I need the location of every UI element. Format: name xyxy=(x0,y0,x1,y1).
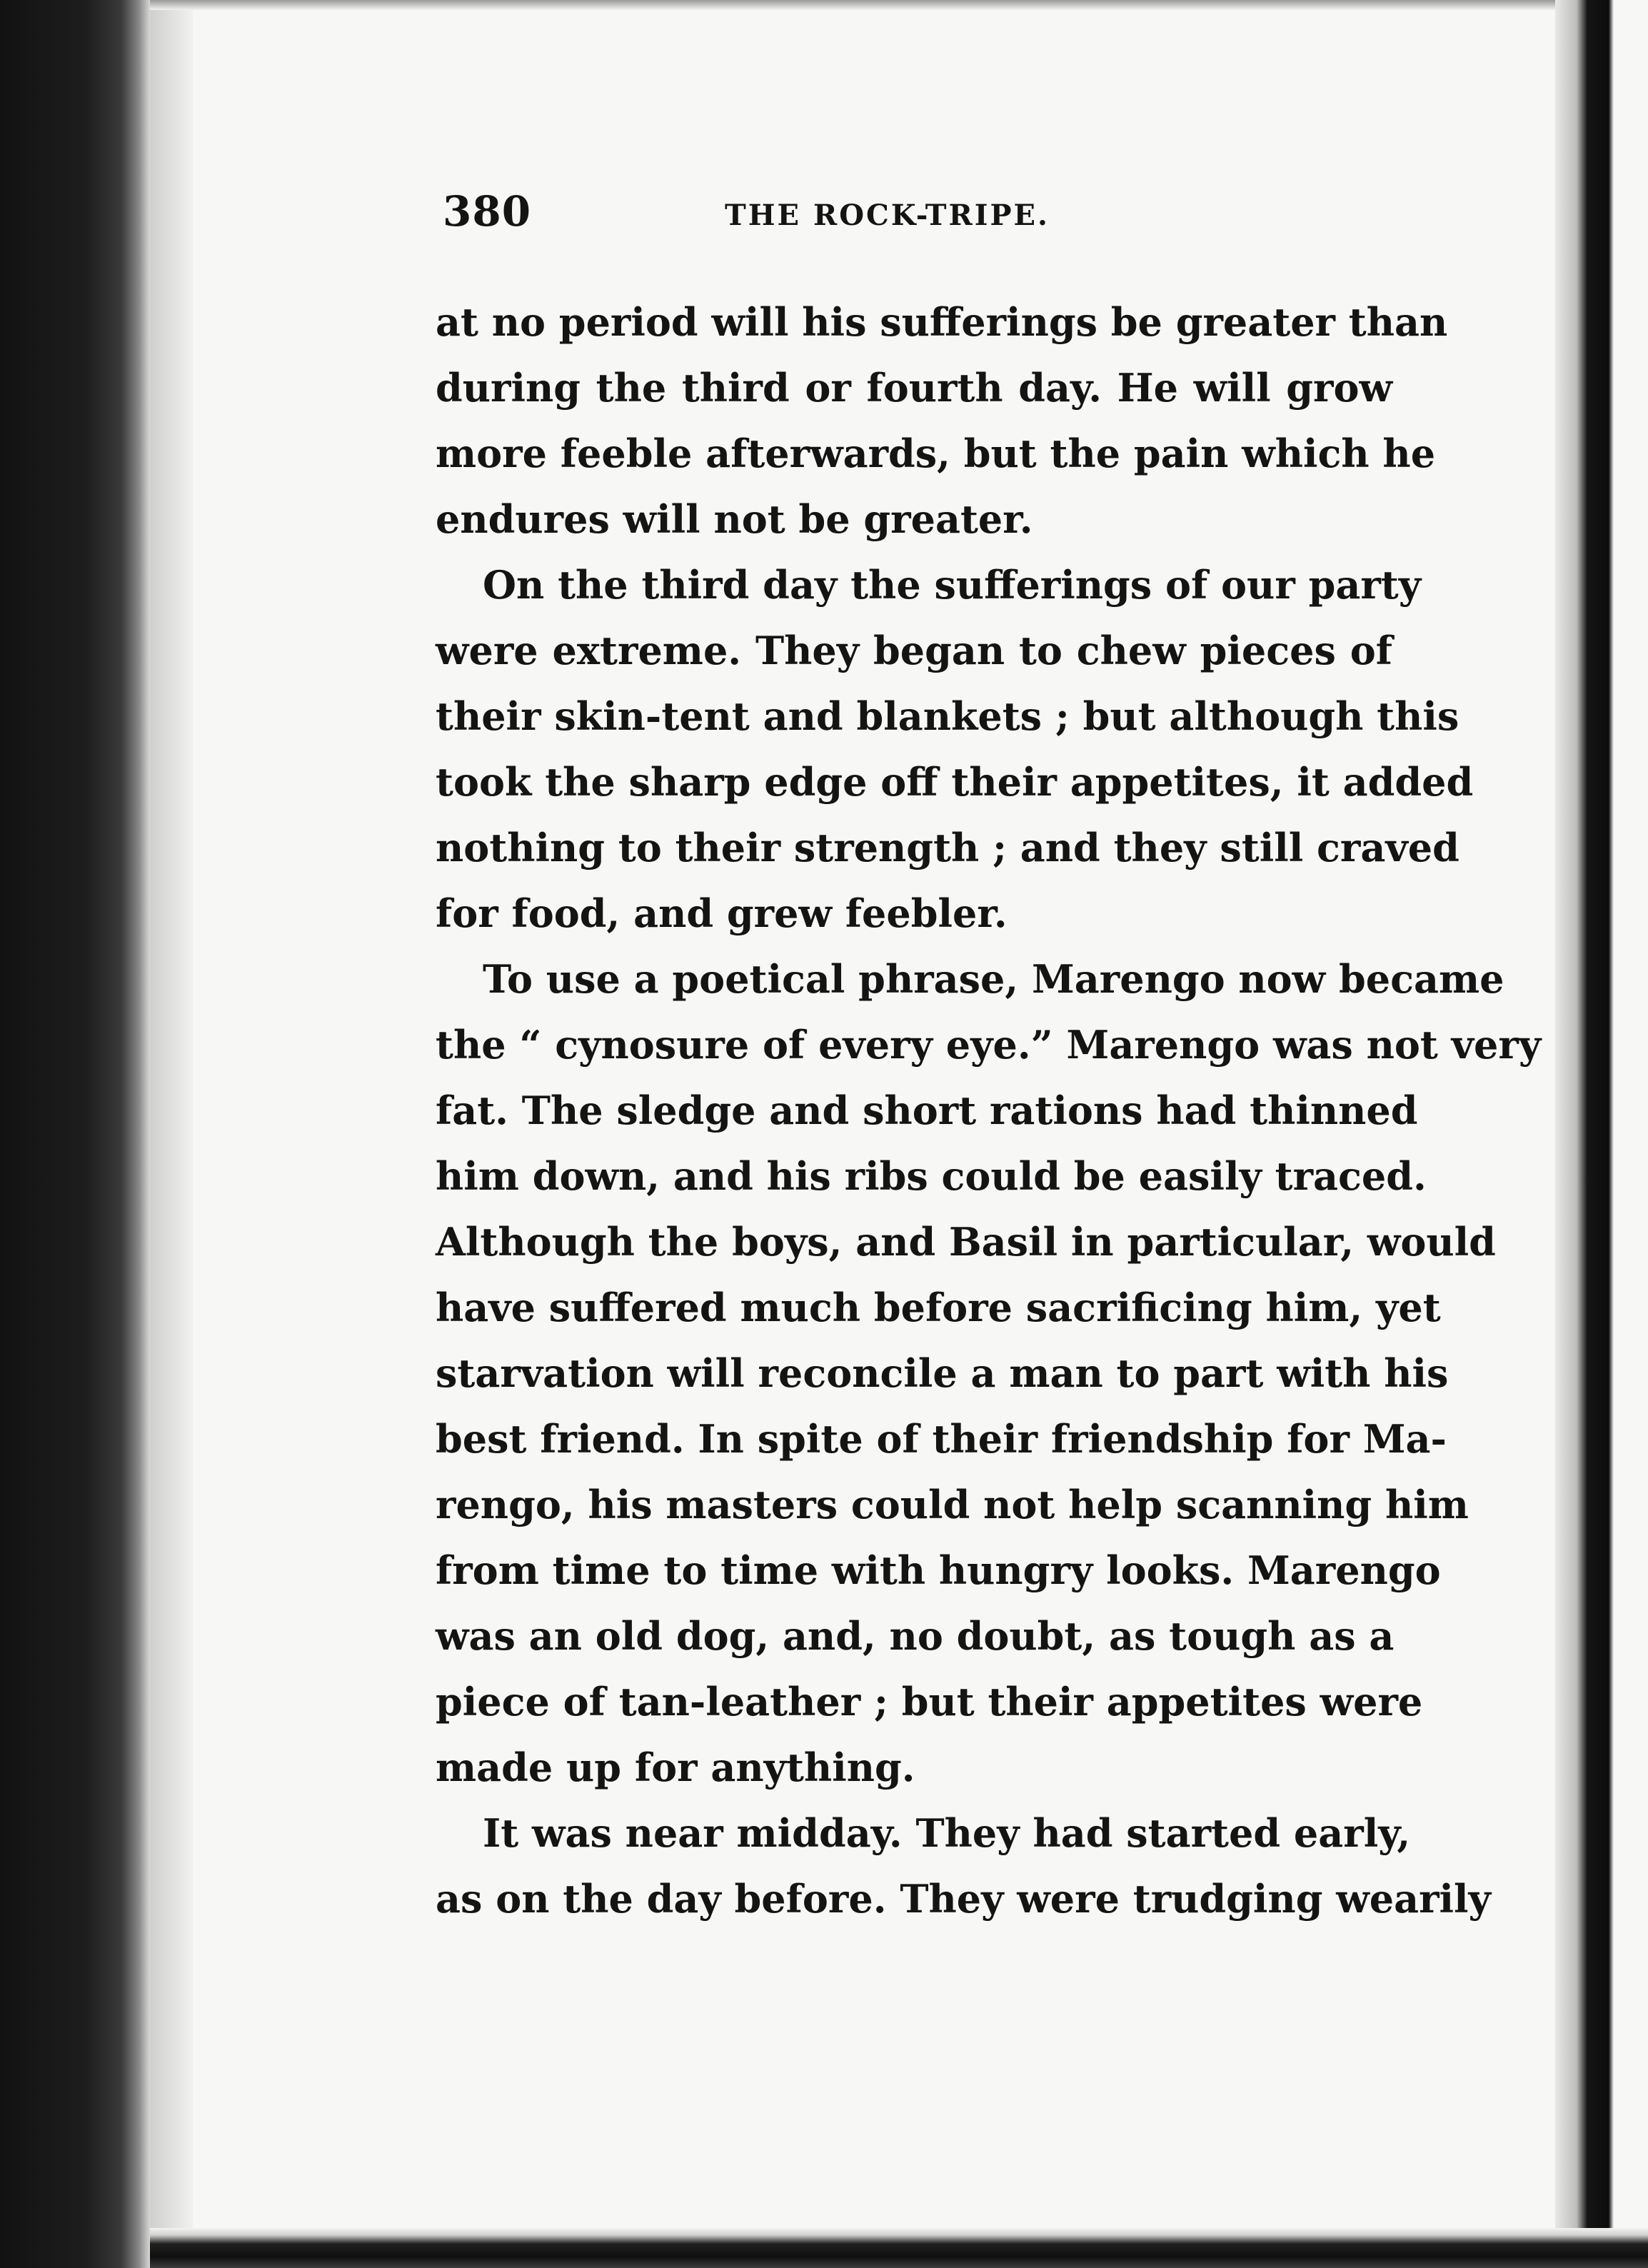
paragraph-3 xyxy=(436,946,1542,1800)
text-line: have suffered much before sacrificing him, yet xyxy=(436,1285,1441,1330)
text-line: the “ cynosure of every eye.” Marengo was not very xyxy=(436,1022,1542,1068)
paragraph-1 xyxy=(436,289,1448,552)
text-line: rengo, his masters could not help scanning him xyxy=(436,1482,1469,1527)
text-line: took the sharp edge off their appetites, it added xyxy=(436,759,1474,805)
text-line: piece of tan-leather ; but their appetites were xyxy=(436,1679,1423,1725)
text-line: were extreme. They began to chew pieces of xyxy=(436,628,1392,673)
book-binding-shadow xyxy=(0,0,150,2268)
facing-page-edge xyxy=(1555,0,1648,2268)
text-line: for food, and grew feebler. xyxy=(436,890,1008,936)
paragraph-2 xyxy=(436,552,1474,946)
page-number: 380 xyxy=(443,187,532,236)
text-line: was an old dog, and, no doubt, as tough as a xyxy=(436,1613,1395,1659)
text-line: It was near midday. They had started early, xyxy=(483,1810,1411,1856)
text-line: starvation will reconcile a man to part with his xyxy=(436,1350,1449,1396)
text-line: from time to time with hungry looks. Marengo xyxy=(436,1547,1441,1593)
book-page xyxy=(428,179,1542,1922)
page-top-edge xyxy=(150,0,1555,10)
paragraph-4 xyxy=(436,1800,1491,1932)
page-bottom-edge xyxy=(150,2228,1648,2268)
page-gutter xyxy=(150,0,193,2268)
chapter-title: THE ROCK-TRIPE. xyxy=(725,199,1050,232)
text-line: their skin-tent and blankets ; but although this xyxy=(436,693,1459,739)
text-line: On the third day the sufferings of our party xyxy=(483,562,1422,608)
text-line: during the third or fourth day. He will grow xyxy=(436,365,1392,411)
body-text xyxy=(436,289,1542,1932)
text-line: To use a poetical phrase, Marengo now became xyxy=(483,956,1504,1002)
text-line: at no period will his sufferings be greater than xyxy=(436,299,1448,345)
text-line: him down, and his ribs could be easily traced. xyxy=(436,1153,1427,1199)
text-line: fat. The sledge and short rations had thinned xyxy=(436,1088,1418,1133)
text-line: best friend. In spite of their friendship for Ma- xyxy=(436,1416,1447,1462)
running-head xyxy=(428,179,1400,257)
text-line: endures will not be greater. xyxy=(436,496,1033,542)
text-line: as on the day before. They were trudging wearily xyxy=(436,1876,1491,1922)
text-line: nothing to their strength ; and they still craved xyxy=(436,825,1459,870)
text-line: Although the boys, and Basil in particular, would xyxy=(436,1219,1496,1265)
text-line: made up for anything. xyxy=(436,1745,915,1790)
text-line: more feeble afterwards, but the pain which he xyxy=(436,431,1436,476)
